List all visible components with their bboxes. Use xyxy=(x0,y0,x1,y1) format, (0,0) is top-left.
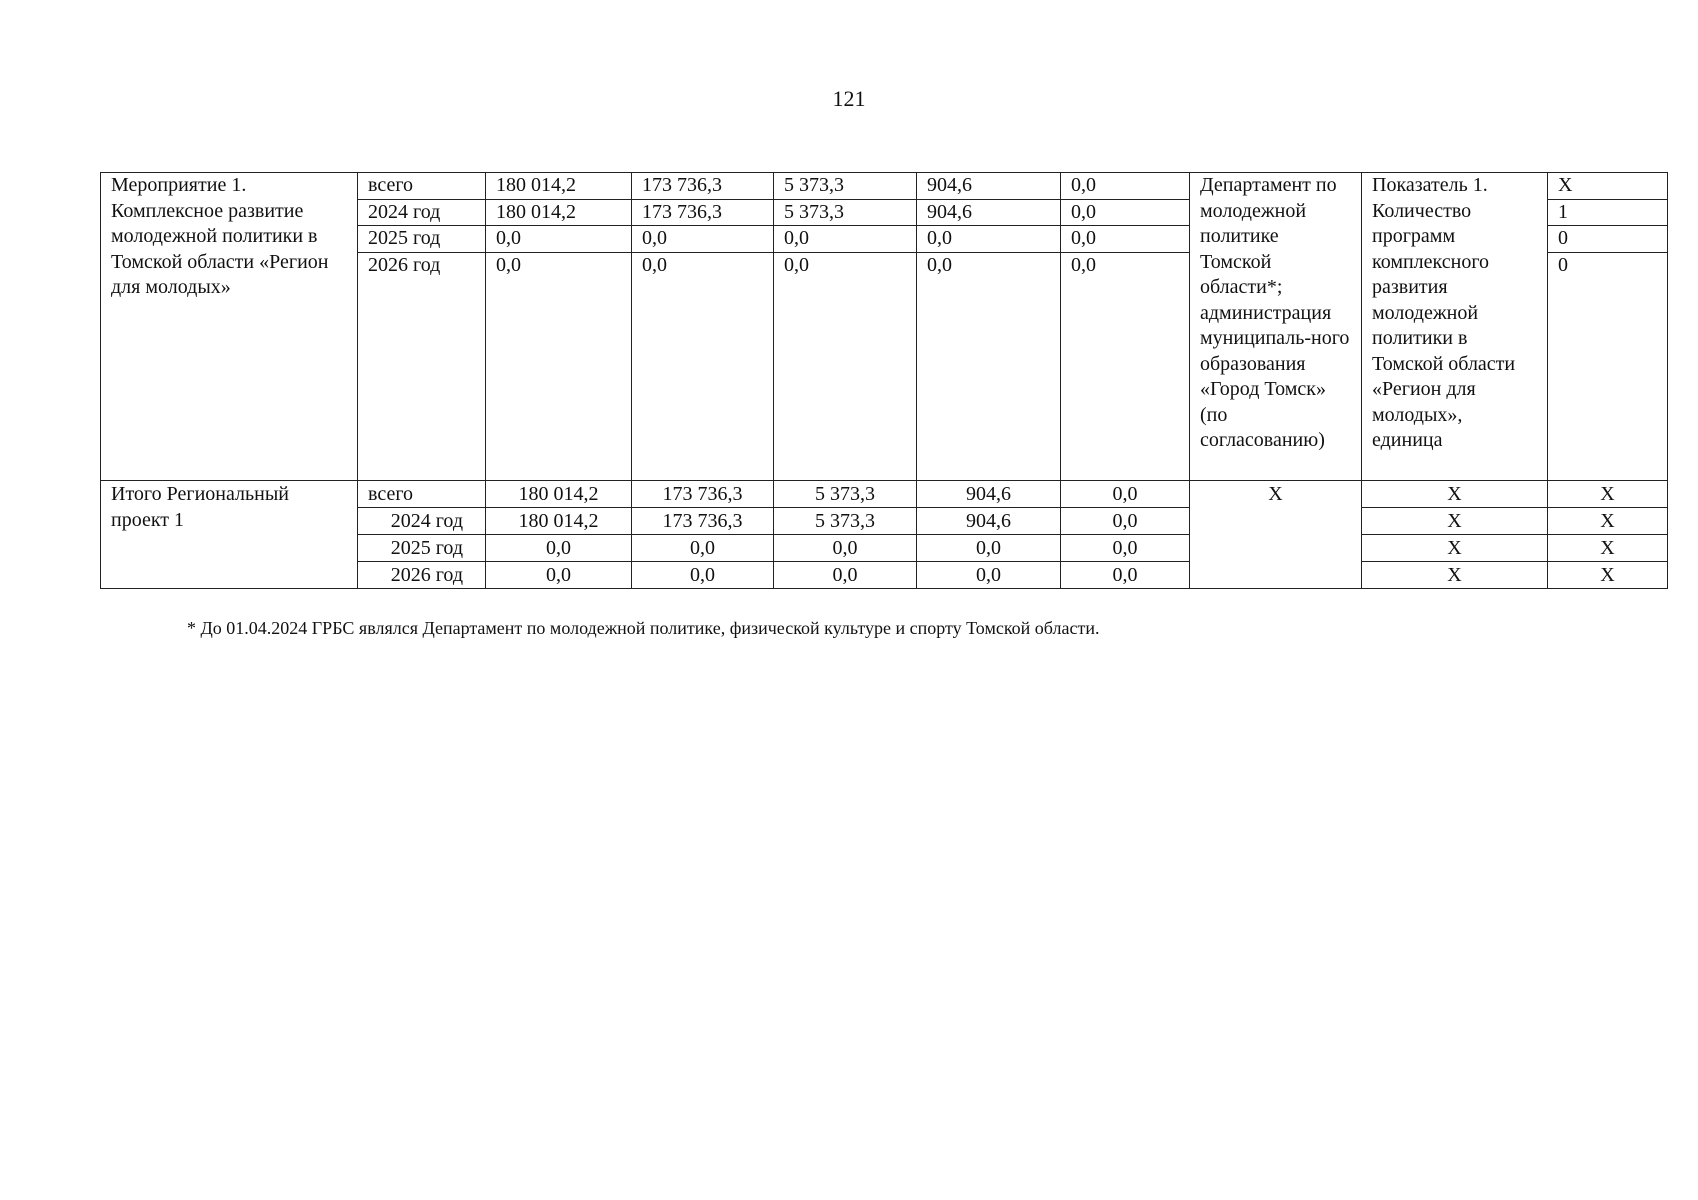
value-cell: 0,0 xyxy=(1061,173,1190,200)
value-cell: 0,0 xyxy=(1061,507,1190,534)
value-cell: 0,0 xyxy=(486,226,632,253)
indicator-cell: Показатель 1. Количество программ комплексного развития молодежной политики в Томской области «Регион для молодых», единица xyxy=(1362,173,1548,481)
value-cell: 0,0 xyxy=(774,252,917,480)
value-cell: 0,0 xyxy=(632,252,774,480)
budget-table xyxy=(100,172,1668,589)
value-cell: 0,0 xyxy=(632,561,774,588)
period-cell: 2026 год xyxy=(358,252,486,480)
indicator-value-cell: Х xyxy=(1548,480,1668,507)
total-responsible-cell: Х xyxy=(1190,480,1362,588)
value-cell: 173 736,3 xyxy=(632,507,774,534)
responsible-cell: Департамент по молодежной политике Томской области*; администрация муниципаль-ного образования «Город Томск» (по согласованию) xyxy=(1190,173,1362,481)
event-name-cell: Мероприятие 1. Комплексное развитие молодежной политики в Томской области «Регион для молодых» xyxy=(101,173,358,481)
value-cell: 180 014,2 xyxy=(486,507,632,534)
value-cell: 5 373,3 xyxy=(774,507,917,534)
value-cell: 904,6 xyxy=(917,507,1061,534)
value-cell: 0,0 xyxy=(917,226,1061,253)
value-cell: 0,0 xyxy=(1061,199,1190,226)
period-cell: 2025 год xyxy=(358,534,486,561)
value-cell: 0,0 xyxy=(917,561,1061,588)
value-cell: 0,0 xyxy=(774,561,917,588)
period-cell: 2026 год xyxy=(358,561,486,588)
period-cell: 2024 год xyxy=(358,507,486,534)
value-cell: 180 014,2 xyxy=(486,199,632,226)
value-cell: 0,0 xyxy=(1061,534,1190,561)
value-cell: 5 373,3 xyxy=(774,199,917,226)
value-cell: 0,0 xyxy=(1061,252,1190,480)
value-cell: 904,6 xyxy=(917,199,1061,226)
value-cell: 0,0 xyxy=(632,226,774,253)
value-cell: 173 736,3 xyxy=(632,173,774,200)
value-cell: 180 014,2 xyxy=(486,480,632,507)
value-cell: 0,0 xyxy=(1061,226,1190,253)
indicator-value-cell: 0 xyxy=(1548,226,1668,253)
value-cell: 0,0 xyxy=(774,534,917,561)
value-cell: 0,0 xyxy=(917,534,1061,561)
period-cell: 2024 год xyxy=(358,199,486,226)
table-row xyxy=(101,173,1668,200)
indicator-value-cell: Х xyxy=(1548,173,1668,200)
total-indicator-cell: Х xyxy=(1362,480,1548,507)
total-indicator-cell: Х xyxy=(1362,507,1548,534)
value-cell: 173 736,3 xyxy=(632,480,774,507)
period-cell: всего xyxy=(358,480,486,507)
value-cell: 0,0 xyxy=(917,252,1061,480)
value-cell: 904,6 xyxy=(917,173,1061,200)
value-cell: 0,0 xyxy=(774,226,917,253)
value-cell: 5 373,3 xyxy=(774,480,917,507)
indicator-value-cell: Х xyxy=(1548,561,1668,588)
value-cell: 0,0 xyxy=(486,252,632,480)
indicator-value-cell: Х xyxy=(1548,507,1668,534)
period-cell: 2025 год xyxy=(358,226,486,253)
value-cell: 5 373,3 xyxy=(774,173,917,200)
total-indicator-cell: Х xyxy=(1362,561,1548,588)
indicator-value-cell: 0 xyxy=(1548,252,1668,480)
value-cell: 180 014,2 xyxy=(486,173,632,200)
indicator-value-cell: 1 xyxy=(1548,199,1668,226)
footnote: * До 01.04.2024 ГРБС являлся Департамент по молодежной политике, физической культуре и спорту Томской области. xyxy=(187,618,1100,638)
value-cell: 0,0 xyxy=(486,534,632,561)
value-cell: 0,0 xyxy=(1061,480,1190,507)
total-name-cell: Итого Региональный проект 1 xyxy=(101,480,358,588)
value-cell: 0,0 xyxy=(1061,561,1190,588)
value-cell: 173 736,3 xyxy=(632,199,774,226)
period-cell: всего xyxy=(358,173,486,200)
indicator-value-cell: Х xyxy=(1548,534,1668,561)
total-indicator-cell: Х xyxy=(1362,534,1548,561)
value-cell: 0,0 xyxy=(486,561,632,588)
page-number: 121 xyxy=(832,86,866,111)
table-row xyxy=(101,480,1668,507)
value-cell: 904,6 xyxy=(917,480,1061,507)
value-cell: 0,0 xyxy=(632,534,774,561)
